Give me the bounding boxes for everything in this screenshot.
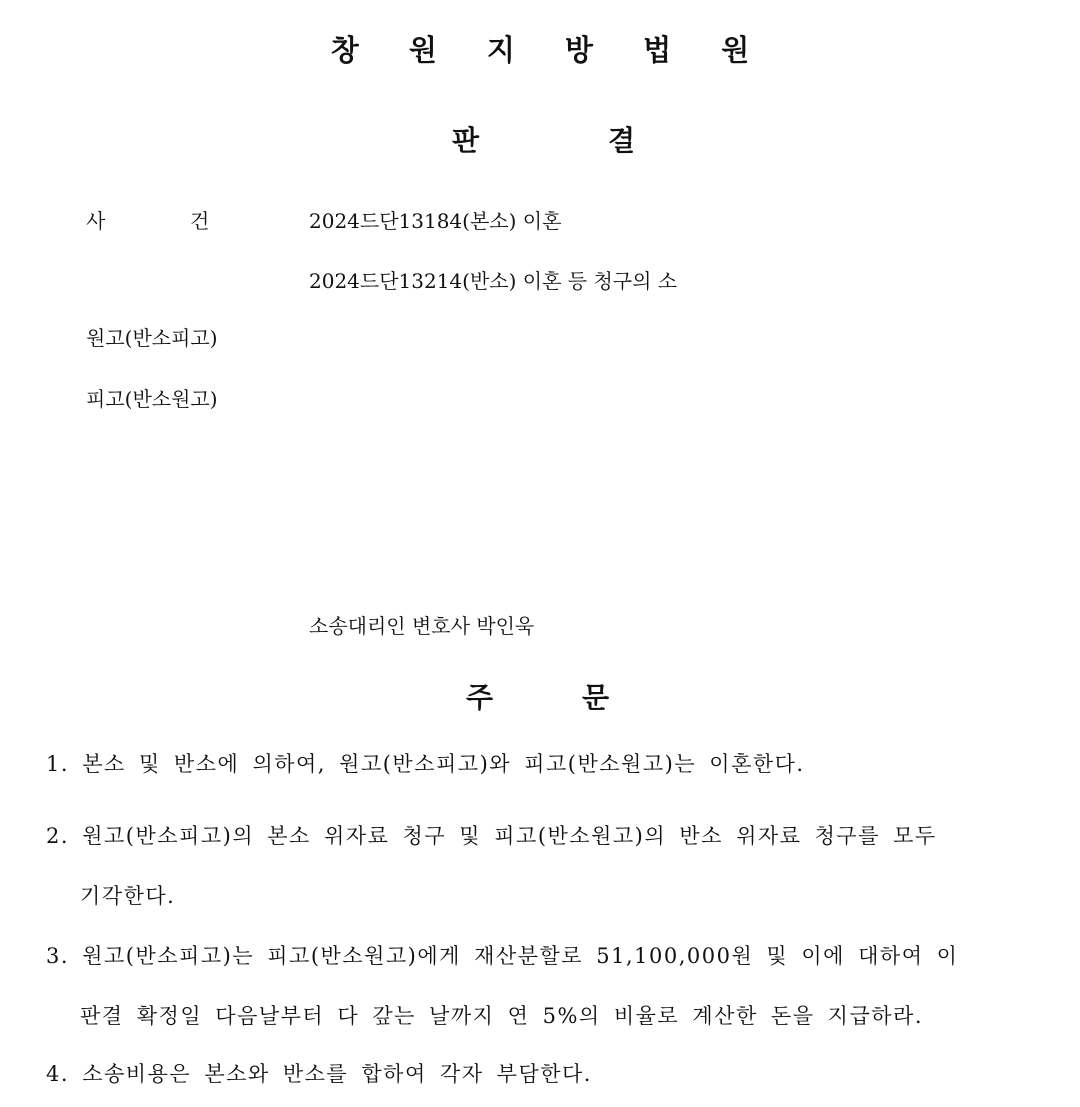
order-heading-right: 문: [582, 681, 610, 714]
order-item-3-line-2: 판결 확정일 다음날부터 다 갚는 날까지 연 5%의 비율로 계산한 돈을 지급하라.: [80, 1004, 923, 1028]
defendant-label: 피고(반소원고): [86, 387, 218, 411]
order-item-3-line-1: 3. 원고(반소피고)는 피고(반소원고)에게 재산분할로 51,100,000원 및 이에 대하여 이: [46, 944, 959, 968]
document-title-right: 결: [608, 124, 636, 157]
order-item-1: 1. 본소 및 반소에 의하여, 원고(반소피고)와 피고(반소원고)는 이혼한다.: [46, 752, 805, 776]
case-label-left: 사: [86, 209, 106, 233]
order-item-4: 4. 소송비용은 본소와 반소를 합하여 각자 부담한다.: [46, 1062, 592, 1086]
order-heading-left: 주: [466, 681, 494, 714]
case-number-main: 2024드단13184(본소) 이혼: [309, 209, 562, 233]
order-item-2-line-1: 2. 원고(반소피고)의 본소 위자료 청구 및 피고(반소원고)의 반소 위자료 청구를 모두: [46, 824, 937, 848]
case-label-right: 건: [190, 209, 210, 233]
plaintiff-label: 원고(반소피고): [86, 326, 218, 350]
counsel-line: 소송대리인 변호사 박인욱: [309, 614, 535, 638]
order-item-2-line-2: 기각한다.: [80, 884, 176, 908]
court-name: 창 원 지 방 법 원: [330, 33, 770, 67]
case-number-counter: 2024드단13214(반소) 이혼 등 청구의 소: [309, 269, 678, 293]
document-title-left: 판: [452, 124, 480, 157]
